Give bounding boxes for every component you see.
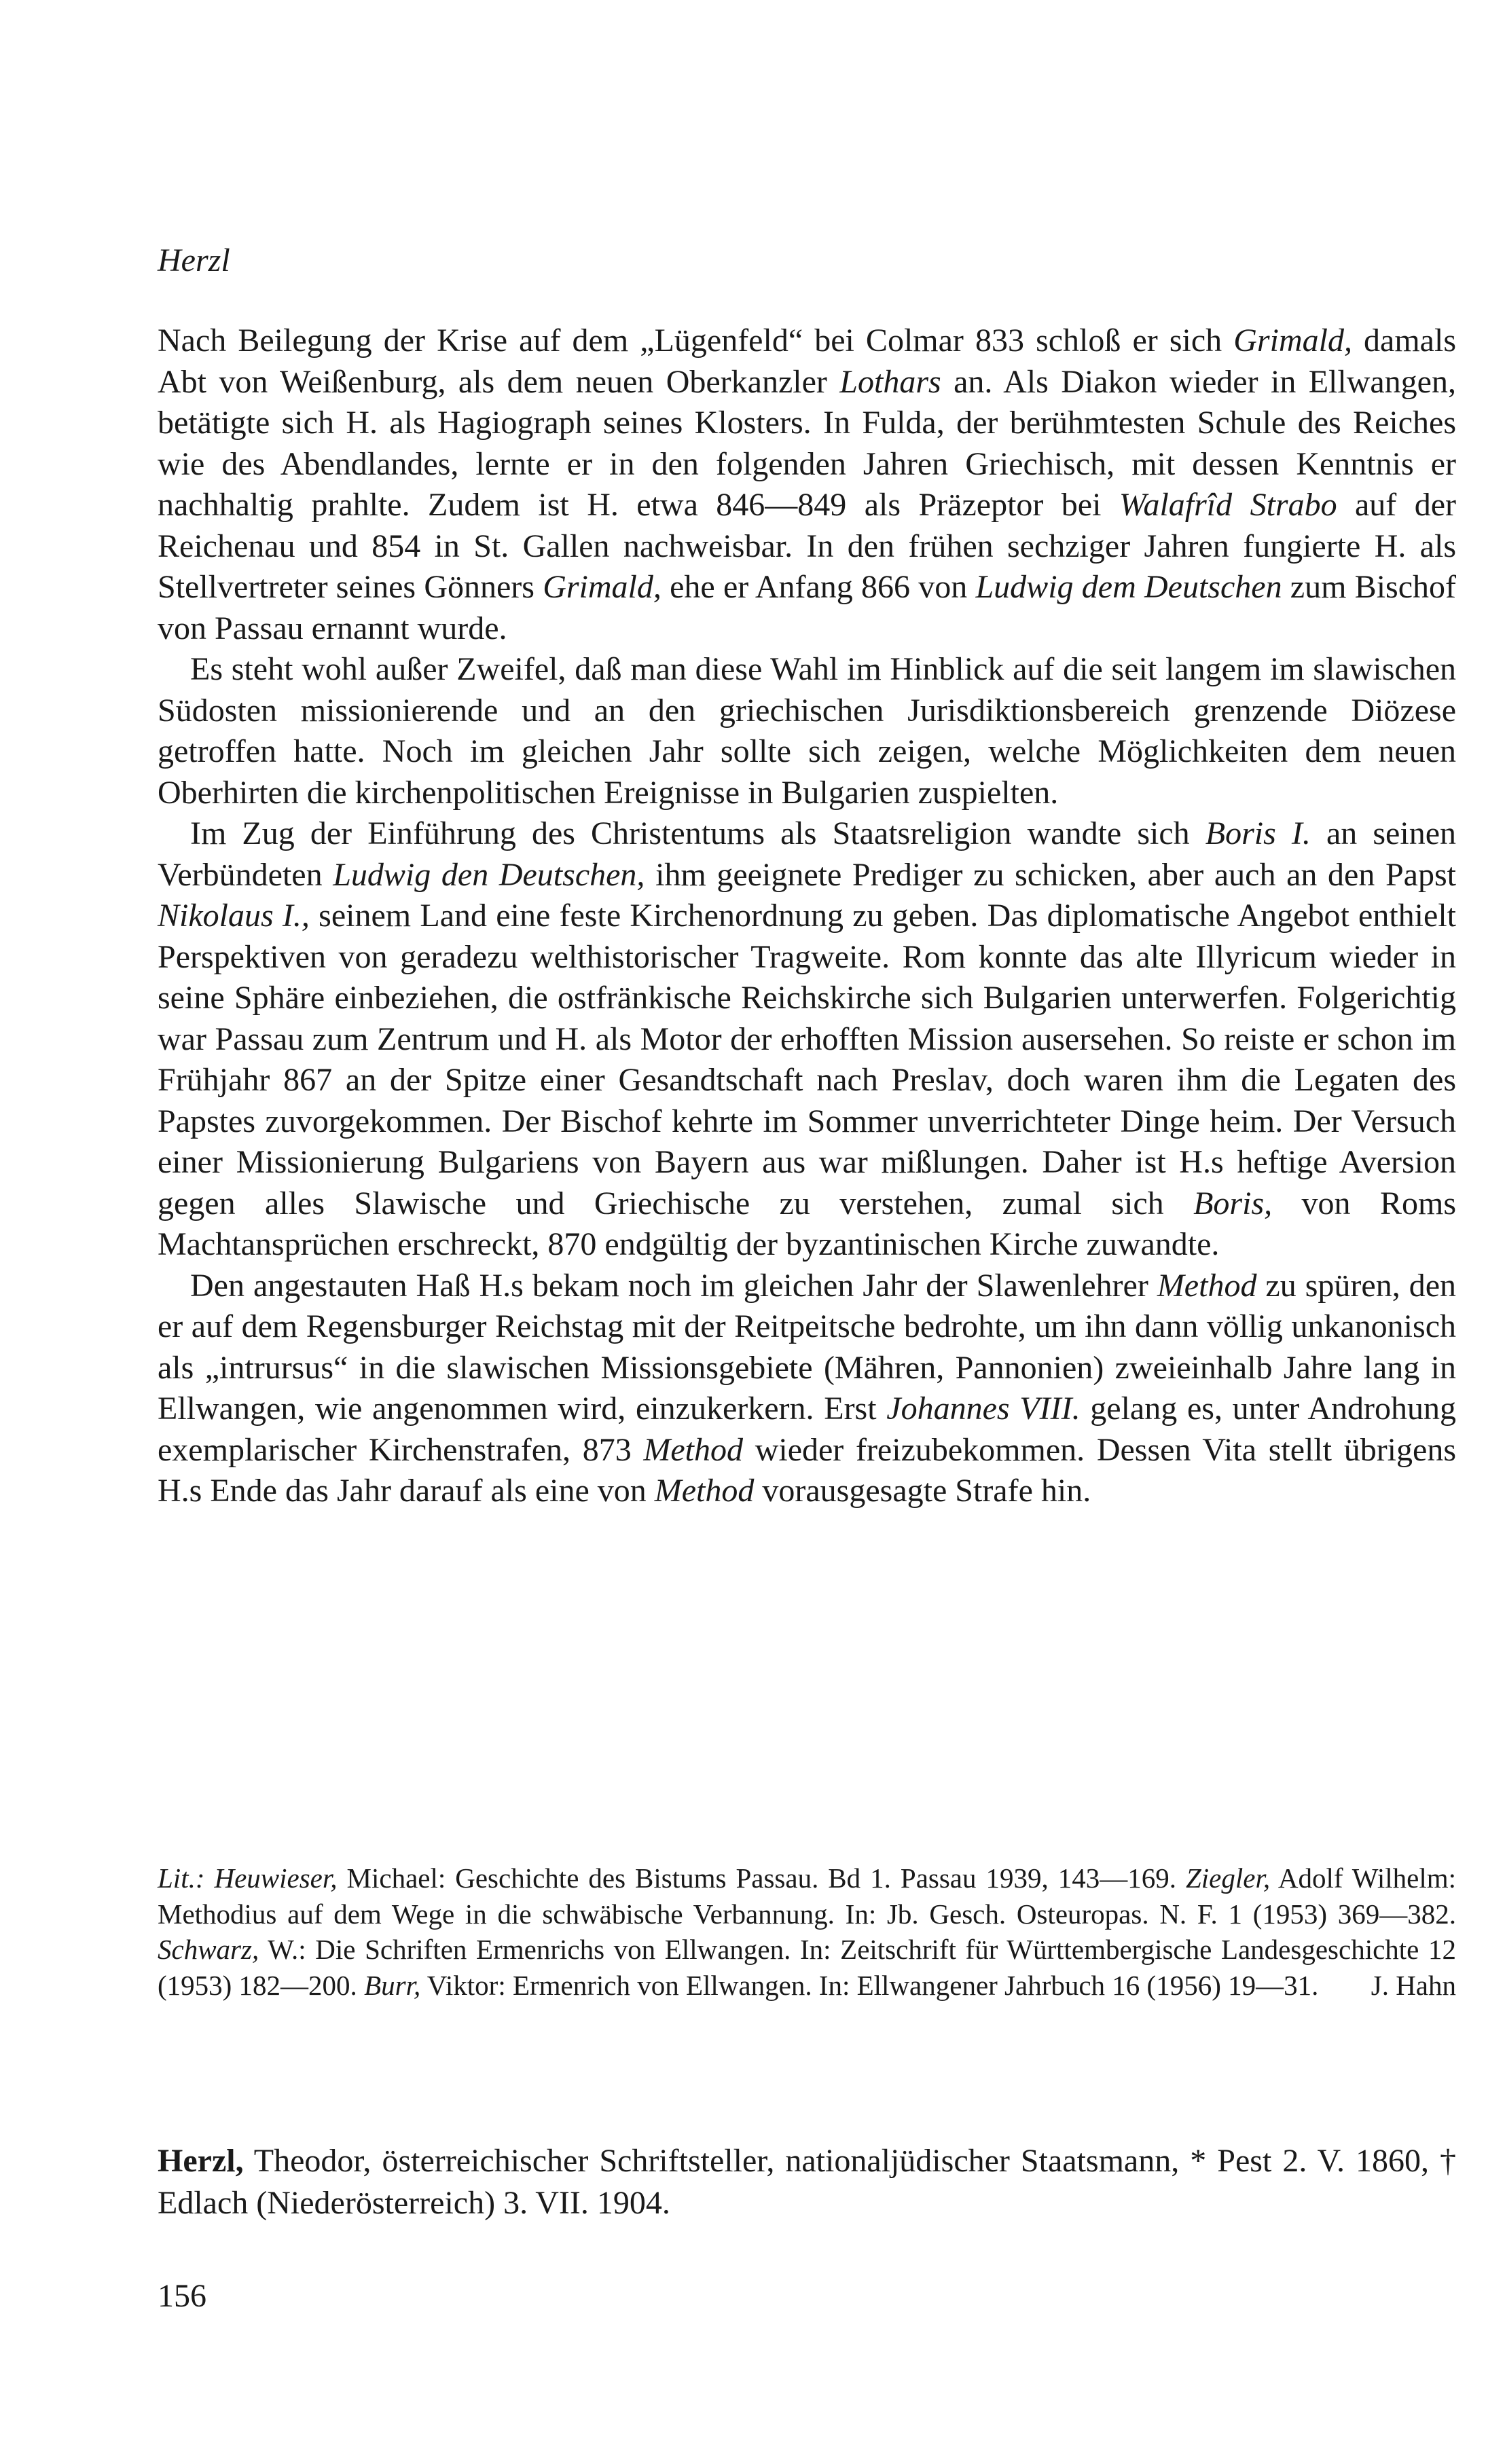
italic-run: Method [654, 1473, 755, 1509]
italic-run: Ziegler, [1185, 1862, 1271, 1894]
paragraph [158, 1266, 1456, 1512]
text-run: damals Abt von Weißenburg, als dem neuen Oberkanzler [158, 323, 1456, 400]
italic-run: Lit.: Heuwieser, [158, 1862, 338, 1894]
italic-run: Nikolaus I., [158, 898, 310, 934]
text-run: seinem Land eine feste Kirchenordnung zu geben. Das diplomatische Angebot enthielt Perspektiven von geradezu welthistorischer Tragweite. Rom konnte das alte Illyricum wieder in seine Sphäre einbeziehen, die ostfränkische Reichskirche sich Bulgarien unterwerfen. Folgerichtig war Passau zum Zentrum und H. als Motor der erhofften Mission ausersehen. So reiste er schon im Frühjahr 867 an der Spitze einer Gesandtschaft nach Preslav, doch waren ihm die Legaten des Papstes zuvorgekommen. Der Bischof kehrte im Sommer unverrichteter Dinge heim. Der Versuch einer Missionierung Bulgariens von Bayern aus war mißlungen. Daher ist H.s heftige Aversion gegen alles Slawische und Griechische zu verstehen, zumal sich [158, 898, 1456, 1221]
page-number: 156 [158, 2278, 206, 2314]
italic-run: Ludwig dem Deutschen [975, 569, 1282, 605]
italic-run: Lothars [839, 363, 941, 400]
paragraph [158, 649, 1456, 813]
text-run: Den angestauten Haß H.s bekam noch im gleichen Jahr der Slawenlehrer [190, 1267, 1157, 1304]
text-run: gelang es, unter Androhung exemplarischer Kirchenstrafen, 873 [158, 1391, 1457, 1468]
literature-author: J. Hahn [1371, 1969, 1456, 2001]
italic-run: Method [1157, 1267, 1257, 1304]
text-run: Nach Beilegung der Krise auf dem „Lügenfeld“ bei Colmar 833 schloß er sich [158, 323, 1234, 358]
italic-run: Burr, [364, 1969, 421, 2001]
text-run: zum Bischof von Passau ernannt wurde. [158, 569, 1456, 646]
italic-run: Method [643, 1431, 744, 1468]
entry-name: Herzl, [158, 2143, 244, 2179]
text-run: von Roms Machtansprüchen erschreckt, 870 endgültig der byzantinischen Kirche zuwandte. [158, 1185, 1457, 1262]
paragraph [158, 320, 1456, 649]
literature-section [158, 1860, 1456, 2003]
text-run: an. Als Diakon wieder in Ellwangen, betätigte sich H. als Hagiograph seines Klosters. In Fulda, der berühmtesten Schule des Reiches wie des Abendlandes, lernte er in den folgenden Jahren Griechisch, mit dessen Kenntnis er nachhaltig prahlte. Zudem ist H. etwa 846—849 als Präzeptor bei [158, 363, 1456, 523]
text-run: ihm geeignete Prediger zu schicken, aber auch an den Papst [645, 856, 1457, 893]
text-run: auf der Reichenau und 854 in St. Gallen nachweisbar. In den frühen sechziger Jahren fungierte H. als Stellvertreter seines Gönners [158, 487, 1456, 605]
literature-text [158, 1862, 1456, 2001]
italic-run: Grimald, [543, 569, 661, 605]
article-body [158, 320, 1456, 1512]
text-run: W.: Die Schriften Ermenrichs von Ellwangen. In: Zeitschrift für Württembergische Landesgeschichte 12 (1953) 182—200. [158, 1934, 1456, 2001]
next-entry [158, 2140, 1456, 2224]
text-run: vorausgesagte Strafe hin. [754, 1473, 1091, 1509]
italic-run: Schwarz, [158, 1934, 259, 1965]
italic-run: Johannes VIII. [886, 1391, 1081, 1427]
text-run: wieder freizubekommen. Dessen Vita stellt übrigens H.s Ende das Jahr darauf als eine von [158, 1431, 1456, 1509]
italic-run: Ludwig den Deutschen, [333, 856, 645, 893]
italic-run: Grimald, [1233, 323, 1352, 358]
entry-text: Theodor, österreichischer Schriftsteller, nationaljüdischer Staatsmann, * Pest 2. V. 1860, † Edlach (Niederösterreich) 3. VII. 1904. [158, 2143, 1456, 2221]
italic-run: Walafrîd Strabo [1119, 487, 1337, 523]
text-run: Es steht wohl außer Zweifel, daß man diese Wahl im Hinblick auf die seit langem im slawischen Südosten missionierende und an den griechischen Jurisdiktionsbereich grenzende Diözese getroffen hatte. Noch im gleichen Jahr sollte sich zeigen, welche Möglichkeiten dem neuen Oberhirten die kirchenpolitischen Ereignisse in Bulgarien zuspielten. [158, 651, 1456, 811]
text-run: zu spüren, den er auf dem Regensburger Reichstag mit der Reitpeitsche bedrohte, um ihn dann völlig unkanonisch als „intrursus“ in die slawischen Missionsgebiete (Mähren, Pannonien) zweieinhalb Jahre lang in Ellwangen, wie angenommen wird, einzukerkern. Erst [158, 1267, 1457, 1427]
text-run: Viktor: Ermenrich von Ellwangen. In: Ellwangener Jahrbuch 16 (1956) 19—31. [420, 1969, 1319, 2001]
text-run: Im Zug der Einführung des Christentums als Staatsreligion wandte sich [190, 815, 1205, 851]
running-header: Herzl [158, 242, 230, 278]
italic-run: Boris I. [1205, 815, 1311, 851]
text-run: an seinen Verbündeten [158, 815, 1457, 893]
text-run: Adolf Wilhelm: Methodius auf dem Wege in die schwäbische Verbannung. In: Jb. Gesch. Osteuropas. N. F. 1 (1953) 369—382. [158, 1862, 1456, 1930]
italic-run: Boris, [1193, 1185, 1273, 1221]
text-run: ehe er Anfang 866 von [661, 569, 976, 605]
paragraph [158, 813, 1456, 1266]
text-run: Michael: Geschichte des Bistums Passau. Bd 1. Passau 1939, 143—169. [337, 1862, 1186, 1894]
